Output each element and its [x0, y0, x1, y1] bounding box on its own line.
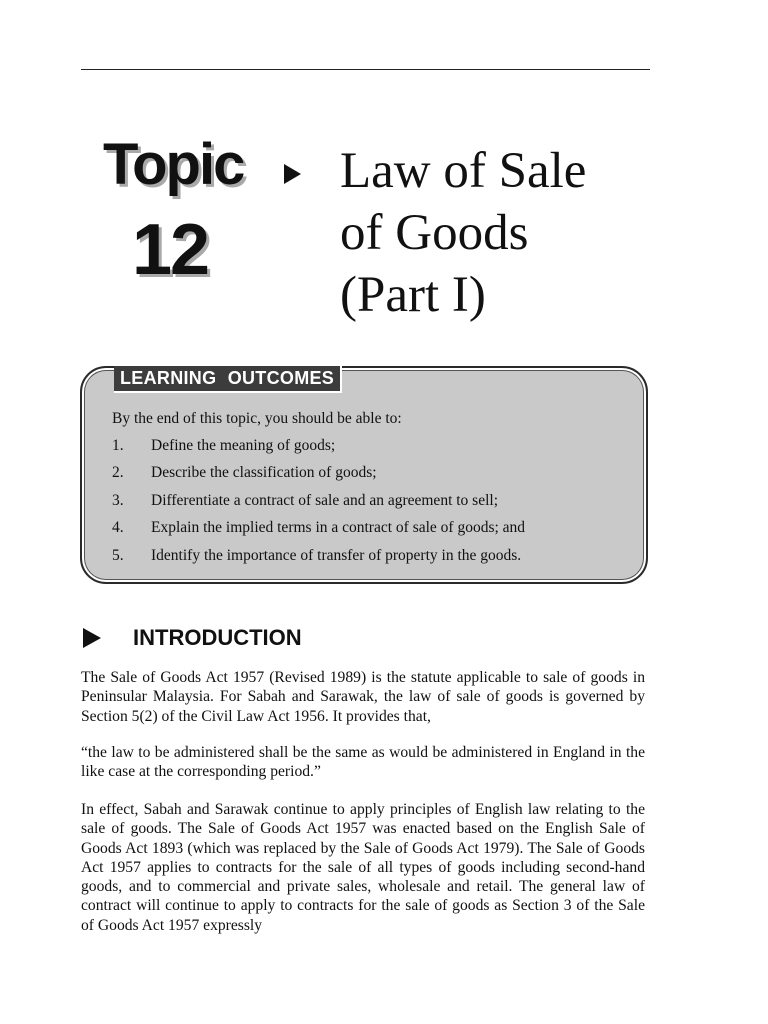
title-line: of Goods [340, 205, 529, 261]
triangle-right-icon [83, 628, 101, 648]
list-item-number: 3. [112, 491, 124, 509]
body-paragraph: In effect, Sabah and Sarawak continue to apply principles of English law relating to the sale of goods. The Sale of Goods Act 1957 was enacted based on the English Sale of Goods Act 1893 (which was replaced by the Sale of Goods Act 1979). The Sale of Goods Act 1957 applies to contracts for the sale of all types of goods including second-hand goods, and to commercial and private sales, wholesale and retail. The general law of contract will continue to apply to contracts for the sale of goods as Section 3 of the Sale of Goods Act 1957 expressly [81, 801, 645, 934]
list-item-text: Describe the classification of goods; [151, 464, 377, 482]
list-item [112, 463, 632, 490]
list-item-text: Identify the importance of transfer of property in the goods. [151, 546, 522, 564]
list-item-text: Differentiate a contract of sale and an agreement to sell; [151, 491, 499, 509]
title-line: (Part I) [340, 267, 486, 323]
list-item [112, 436, 632, 463]
list-item [112, 518, 632, 545]
list-item [112, 491, 632, 518]
body-paragraph: The Sale of Goods Act 1957 (Revised 1989) is the statute applicable to sale of goods in Peninsular Malaysia. For Sabah and Sarawak, the law of sale of goods is governed by Section 5(2) of the Civil Law Act 1956. It provides that, [81, 669, 645, 725]
list-item-number: 2. [112, 464, 124, 482]
page-title [340, 140, 660, 326]
topic-number: 12 [132, 210, 209, 290]
learning-outcomes-list [112, 436, 632, 573]
list-item [112, 546, 632, 573]
title-line: Law of Sale [340, 143, 587, 199]
learning-outcomes-intro: By the end of this topic, you should be able to: [112, 410, 402, 427]
learning-outcomes-badge: LEARNING OUTCOMES [114, 366, 342, 393]
list-item-number: 4. [112, 519, 124, 537]
quote-paragraph: “the law to be administered shall be the same as would be administered in England in the like case at the corresponding period.” [81, 744, 645, 781]
list-item-number: 5. [112, 546, 124, 564]
top-rule [81, 69, 650, 70]
list-item-text: Explain the implied terms in a contract of sale of goods; and [151, 519, 526, 537]
list-item-number: 1. [112, 437, 124, 454]
list-item-text: Define the meaning of goods; [151, 437, 336, 454]
triangle-right-icon [284, 164, 301, 184]
topic-label: Topic [103, 132, 244, 197]
section-heading: INTRODUCTION [133, 625, 302, 650]
